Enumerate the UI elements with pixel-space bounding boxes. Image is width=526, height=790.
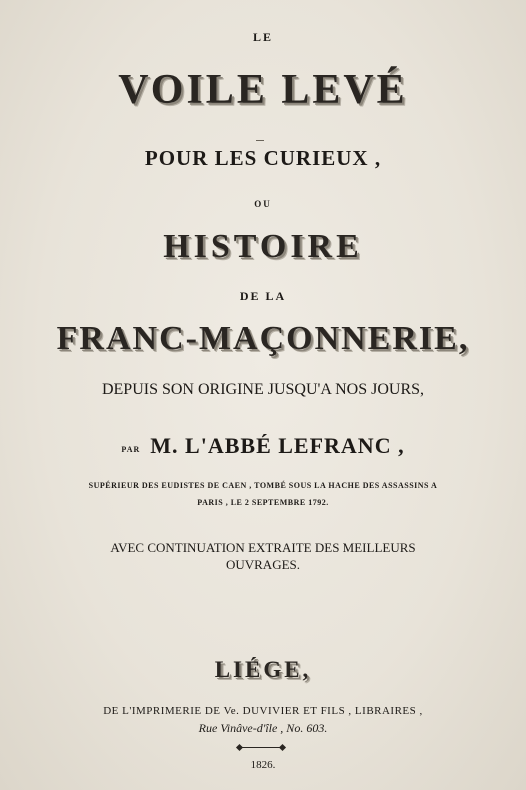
- author-name: M. L'ABBÉ LEFRANC ,: [150, 433, 405, 458]
- address-line: Rue Vinâve-d'île , No. 603.: [198, 721, 328, 735]
- continuation-line-2: OUVRAGES.: [225, 557, 301, 572]
- ornamental-rule: [240, 747, 282, 748]
- de-la: DE LA: [239, 289, 287, 303]
- connector-ou: OU: [254, 199, 272, 209]
- printer-line: DE L'IMPRIMERIE DE Ve. DUVIVIER ET FILS , LIBRAIRES ,: [103, 705, 423, 717]
- histoire-heading: HISTOIRE: [163, 228, 363, 265]
- depuis-line: DEPUIS SON ORIGINE JUSQU'A NOS JOURS,: [101, 381, 425, 398]
- city-liege: LIÉGE,: [214, 657, 312, 682]
- superieur-line-1: SUPÉRIEUR DES EUDISTES DE CAEN , TOMBÉ SOUS LA HACHE DES ASSASSINS A: [88, 481, 438, 490]
- year: 1826.: [250, 759, 276, 771]
- par-label: PAR: [121, 444, 141, 454]
- title-article: LE: [252, 30, 273, 44]
- author-line: [0, 433, 526, 459]
- main-title: VOILE LEVÉ: [118, 67, 408, 113]
- subtitle: POUR LES CURIEUX ,: [144, 146, 382, 170]
- continuation-line-1: AVEC CONTINUATION EXTRAITE DES MEILLEURS: [110, 540, 416, 555]
- superieur-line-2: PARIS , LE 2 SEPTEMBRE 1792.: [197, 498, 329, 507]
- ornament-dash: [256, 140, 264, 141]
- franc-maconnerie-heading: FRANC-MAÇONNERIE,: [56, 320, 470, 357]
